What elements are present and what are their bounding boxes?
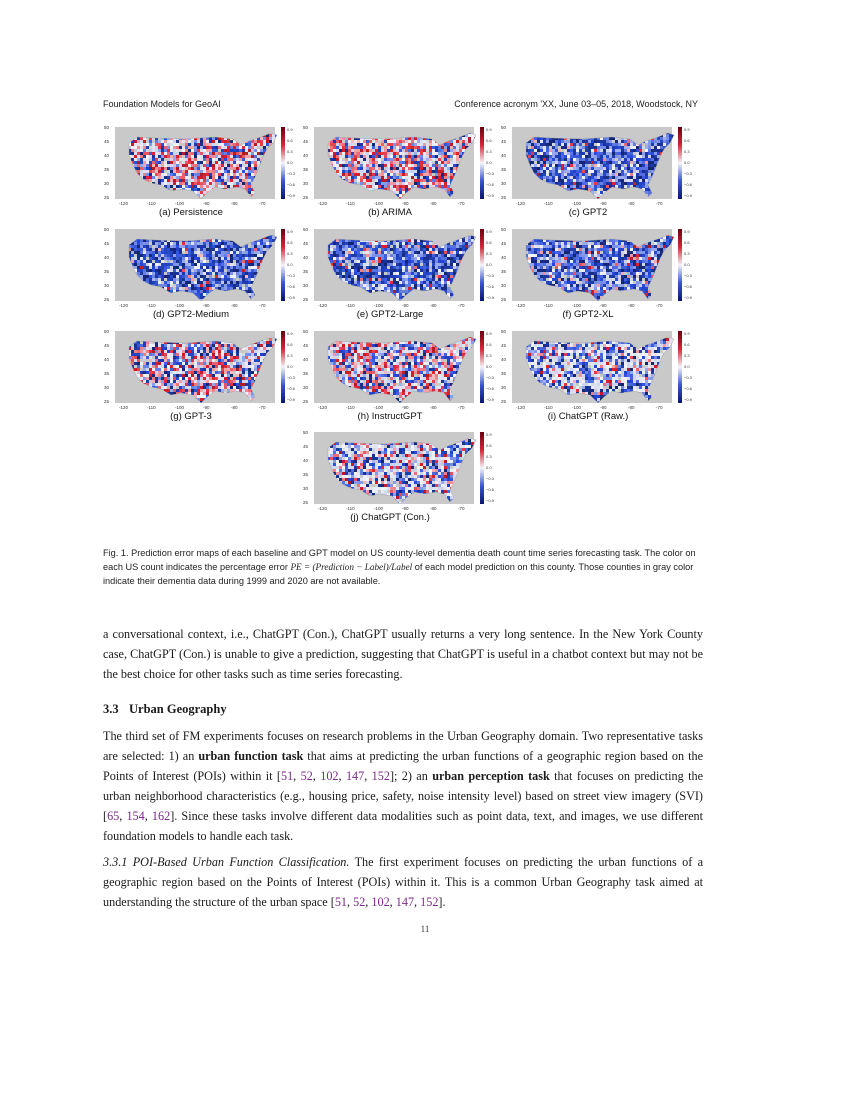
colorbar-tick-label: 0.9 [486,229,492,234]
subfigure-caption: (c) GPT2 [568,207,608,218]
county-error-map [302,327,492,411]
x-tick-label: -110 [147,201,156,206]
y-tick-label: 45 [303,241,309,246]
x-tick-label: -70 [458,303,465,308]
colorbar-tick-label: 0.0 [486,364,492,369]
county-error-map [103,123,293,207]
colorbar-tick-label: 0.6 [287,240,293,245]
x-tick-label: -100 [572,405,582,410]
x-tick-label: -70 [458,201,465,206]
x-tick-label: -80 [628,405,635,410]
x-tick-label: -110 [346,303,355,308]
subfigure-caption: (e) GPT2-Large [356,309,424,320]
county-error-map [103,225,293,309]
y-tick-label: 35 [303,269,309,274]
colorbar-tick-label: −0.3 [486,375,494,380]
x-tick-label: -110 [346,405,355,410]
citation-link[interactable]: 152 [420,895,439,909]
x-tick-label: -70 [259,201,266,206]
x-tick-label: -90 [600,201,607,206]
y-tick-label: 40 [501,357,507,362]
x-tick-label: -90 [402,506,409,511]
x-tick-label: -90 [203,201,210,206]
county-error-map [500,123,690,207]
x-tick-label: -90 [203,405,210,410]
colorbar-tick-label: −0.6 [684,182,692,187]
subfigure-caption: (j) ChatGPT (Con.) [350,512,430,523]
y-tick-label: 45 [501,241,507,246]
x-tick-label: -80 [430,201,437,206]
subfigure-caption: (f) GPT2-XL [562,309,614,320]
y-tick-label: 40 [501,153,507,158]
citation-link[interactable]: 147 [395,895,415,909]
y-tick-label: 30 [303,385,309,390]
colorbar-tick-label: 0.6 [684,342,690,347]
colorbar [480,127,484,199]
colorbar-tick-label: −0.9 [684,397,692,402]
y-tick-label: 25 [104,195,110,200]
county-error-map [302,123,492,207]
subfigure-caption: (h) InstructGPT [357,411,423,422]
x-tick-label: -80 [430,506,437,511]
y-tick-label: 45 [104,343,110,348]
colorbar [678,127,682,199]
section-number: 3.3 [103,702,119,716]
x-tick-label: -110 [544,201,553,206]
colorbar-tick-label: 0.0 [486,262,492,267]
x-tick-label: -90 [600,405,607,410]
subfigure-caption: (d) GPT2-Medium [152,309,229,320]
colorbar-tick-label: 0.3 [486,251,492,256]
y-tick-label: 50 [501,227,507,232]
colorbar-tick-label: 0.3 [684,353,690,358]
colorbar-tick-label: 0.6 [684,240,690,245]
colorbar-tick-label: −0.3 [486,171,494,176]
colorbar-tick-label: 0.9 [287,331,293,336]
colorbar-tick-label: 0.6 [486,138,492,143]
colorbar-tick-label: −0.9 [684,193,692,198]
x-tick-label: -120 [516,201,526,206]
x-tick-label: -70 [259,303,266,308]
map-panel [500,327,690,427]
y-tick-label: 30 [303,283,309,288]
colorbar [480,432,484,504]
x-tick-label: -100 [572,201,582,206]
colorbar-tick-label: −0.3 [486,273,494,278]
colorbar-tick-label: 0.9 [684,331,690,336]
y-tick-label: 40 [104,153,110,158]
y-tick-label: 35 [303,472,309,477]
citation-link[interactable]: 65 [107,809,120,823]
colorbar-tick-label: 0.3 [486,454,492,459]
colorbar-tick-label: −0.6 [287,386,295,391]
subsection-label: 3.3.1 POI-Based Urban Function Classification. [103,855,350,869]
y-tick-label: 30 [104,181,110,186]
x-tick-label: -120 [119,303,129,308]
colorbar-tick-label: −0.3 [486,476,494,481]
x-tick-label: -90 [600,303,607,308]
colorbar-tick-label: −0.6 [684,284,692,289]
y-tick-label: 35 [501,269,507,274]
running-header [103,99,698,113]
y-tick-label: 50 [303,430,309,435]
colorbar-tick-label: 0.9 [486,331,492,336]
y-tick-label: 50 [501,329,507,334]
y-tick-label: 40 [303,458,309,463]
caption-text-1: Fig. 1. Prediction error maps of each baseline and GPT model on US county-level dementia death count time series forecasting task. The color on each US count indicates the percentage error [103,548,696,572]
y-tick-label: 50 [303,227,309,232]
x-tick-label: -80 [628,303,635,308]
y-tick-label: 25 [303,297,309,302]
colorbar-tick-label: 0.9 [287,127,293,132]
colorbar-tick-label: 0.6 [287,138,293,143]
county-error-map [302,428,492,512]
map-panel [302,123,492,223]
y-tick-label: 30 [303,181,309,186]
x-tick-label: -110 [346,201,355,206]
x-tick-label: -80 [231,303,238,308]
y-tick-label: 30 [501,283,507,288]
y-tick-label: 25 [303,399,309,404]
y-tick-label: 35 [303,167,309,172]
colorbar-tick-label: 0.6 [486,443,492,448]
subfigure-caption: (a) Persistence [159,207,223,218]
colorbar-tick-label: 0.3 [684,149,690,154]
colorbar-tick-label: 0.9 [684,229,690,234]
y-tick-label: 25 [303,195,309,200]
x-tick-label: -110 [147,405,156,410]
colorbar-tick-label: 0.3 [287,353,293,358]
y-tick-label: 40 [104,357,110,362]
x-tick-label: -110 [544,303,553,308]
colorbar-tick-label: 0.9 [684,127,690,132]
colorbar-tick-label: 0.3 [486,149,492,154]
colorbar [281,331,285,403]
colorbar-tick-label: −0.9 [486,295,494,300]
citation-link[interactable]: 147 [345,769,365,783]
x-tick-label: -100 [572,303,582,308]
header-left: Foundation Models for GeoAI [103,99,221,109]
x-tick-label: -70 [458,506,465,511]
y-tick-label: 45 [104,139,110,144]
colorbar-tick-label: −0.3 [684,171,692,176]
colorbar-tick-label: 0.9 [486,127,492,132]
x-tick-label: -120 [516,405,526,410]
county-error-map [103,327,293,411]
y-tick-label: 35 [303,371,309,376]
y-tick-label: 50 [104,329,110,334]
x-tick-label: -120 [318,201,328,206]
colorbar-tick-label: −0.9 [684,295,692,300]
x-tick-label: -90 [402,201,409,206]
colorbar-tick-label: 0.0 [287,262,293,267]
y-tick-label: 30 [303,486,309,491]
x-tick-label: -120 [318,405,328,410]
x-tick-label: -70 [458,405,465,410]
citation-link[interactable]: 102 [371,895,390,909]
county-error-map [500,327,690,411]
y-tick-label: 35 [104,269,110,274]
colorbar-tick-label: −0.6 [684,386,692,391]
x-tick-label: -100 [175,405,185,410]
x-tick-label: -110 [147,303,156,308]
header-right: Conference acronym 'XX, June 03–05, 2018, Woodstock, NY [454,99,698,109]
map-panel [302,428,492,528]
y-tick-label: 30 [104,283,110,288]
p2-text: The third set of FM experiments focuses on research problems in the Urban Geography domain. Two representative tasks are selected: 1) an [103,729,703,763]
paragraph-2: The third set of FM experiments focuses on research problems in the Urban Geography domain. Two representative tasks are selected: 1) an urban function task that aims at predicting the urban functions of a geographic region based on the Points of Interest (POIs) within it [51, 52, 102, 147, 152]; 2) an urban perception task that focuses on predicting the urban neighborhood characteristics (e.g., housing price, safety, noise intensity level) based on street view imagery (SVI) [65, 154, 162]. Since these tasks involve different data modalities such as point data, text, and images, we use different foundation models to handle each task. [103,729,704,843]
p2-text: that aims at predicting the urban functions of a geographic region based on the Points of Interest (POIs) within it [ [103,749,703,783]
caption-text-2: of each model prediction on this county. Those counties in gray color indicate their dementia data during 1999 and 2020 are not available. [103,562,694,586]
colorbar-tick-label: 0.9 [486,432,492,437]
colorbar-tick-label: −0.9 [486,193,494,198]
map-panel [500,225,690,325]
colorbar-tick-label: −0.3 [287,171,295,176]
y-tick-label: 50 [104,227,110,232]
county-error-map [500,225,690,309]
caption-formula: PE = (Prediction − Label)/Label [290,562,413,572]
colorbar-tick-label: 0.6 [684,138,690,143]
colorbar-tick-label: 0.6 [287,342,293,347]
colorbar-tick-label: 0.0 [287,160,293,165]
x-tick-label: -80 [430,405,437,410]
citation-link[interactable]: 102 [320,769,339,783]
y-tick-label: 40 [501,255,507,260]
county-error-map [302,225,492,309]
x-tick-label: -70 [656,303,663,308]
p3-text: ]. [438,895,446,909]
page-number: 11 [420,924,430,934]
colorbar-tick-label: −0.3 [287,273,295,278]
y-tick-label: 50 [303,329,309,334]
y-tick-label: 50 [303,125,309,130]
map-panel [103,327,293,427]
x-tick-label: -110 [346,506,355,511]
y-tick-label: 30 [501,385,507,390]
x-tick-label: -110 [544,405,553,410]
p2-text: ]. Since these tasks involve different data modalities such as point data, text, and images, we use different foundation models to handle each task. [103,809,704,843]
colorbar-tick-label: −0.6 [486,284,494,289]
map-panel [103,225,293,325]
colorbar-tick-label: −0.9 [486,397,494,402]
y-tick-label: 45 [303,444,309,449]
subfigure-caption: (b) ARIMA [368,207,412,218]
y-tick-label: 45 [501,139,507,144]
p2-bold-urban-perception: urban perception task [432,769,550,783]
y-tick-label: 35 [501,167,507,172]
x-tick-label: -100 [175,303,185,308]
section-heading [103,702,227,717]
x-tick-label: -120 [318,303,328,308]
y-tick-label: 40 [104,255,110,260]
p3-text: The first experiment focuses on predicting the urban functions of a geographic region based on the Points of Interest (POIs) within it. This is a common Urban Geography task aimed at understanding the structure of the urban space [ [103,855,703,909]
subfigure-caption: (g) GPT-3 [170,411,212,422]
colorbar-tick-label: −0.3 [287,375,295,380]
p2-bold-urban-function: urban function task [198,749,304,763]
colorbar-tick-label: 0.0 [684,160,690,165]
x-tick-label: -70 [259,405,266,410]
y-tick-label: 35 [104,371,110,376]
colorbar-tick-label: −0.6 [287,284,295,289]
x-tick-label: -100 [374,201,384,206]
colorbar-tick-label: −0.9 [287,397,295,402]
colorbar-tick-label: 0.9 [287,229,293,234]
map-panel [103,123,293,223]
colorbar [480,229,484,301]
section-title: Urban Geography [129,702,227,716]
y-tick-label: 45 [303,343,309,348]
colorbar-tick-label: 0.0 [486,465,492,470]
map-panel [302,327,492,427]
y-tick-label: 50 [104,125,110,130]
y-tick-label: 25 [501,297,507,302]
y-tick-label: 35 [104,167,110,172]
x-tick-label: -80 [628,201,635,206]
colorbar [281,229,285,301]
y-tick-label: 30 [104,385,110,390]
colorbar-tick-label: −0.6 [287,182,295,187]
y-tick-label: 50 [501,125,507,130]
y-tick-label: 40 [303,357,309,362]
colorbar-tick-label: 0.6 [486,240,492,245]
x-tick-label: -100 [374,303,384,308]
citation-link[interactable]: 51 [280,769,294,783]
colorbar-tick-label: 0.3 [684,251,690,256]
y-tick-label: 25 [104,399,110,404]
y-tick-label: 40 [303,153,309,158]
y-tick-label: 45 [501,343,507,348]
colorbar-tick-label: −0.6 [486,386,494,391]
y-tick-label: 25 [303,500,309,505]
x-tick-label: -80 [430,303,437,308]
colorbar [480,331,484,403]
x-tick-label: -90 [402,405,409,410]
colorbar-tick-label: 0.6 [486,342,492,347]
y-tick-label: 25 [501,399,507,404]
colorbar-tick-label: 0.3 [486,353,492,358]
y-tick-label: 35 [501,371,507,376]
x-tick-label: -120 [119,405,129,410]
paragraph-3: 3.3.1 POI-Based Urban Function Classification. The first experiment focuses on predicting the urban functions of a geographic region based on the Points of Interest (POIs) within it. This is a common Urban Geography task aimed at understanding the structure of the urban space [51, 52, 102, 147, 152]. [103,855,703,909]
colorbar-tick-label: 0.0 [486,160,492,165]
y-tick-label: 45 [104,241,110,246]
x-tick-label: -100 [374,405,384,410]
x-tick-label: -70 [656,201,663,206]
y-tick-label: 30 [501,181,507,186]
colorbar [678,331,682,403]
colorbar-tick-label: 0.0 [684,364,690,369]
colorbar-tick-label: 0.3 [287,149,293,154]
figure-caption [103,546,703,588]
map-panel [500,123,690,223]
colorbar-tick-label: 0.0 [684,262,690,267]
x-tick-label: -70 [656,405,663,410]
colorbar-tick-label: −0.3 [684,375,692,380]
p2-text: that focuses on predicting the urban neighborhood characteristics (e.g., housing price, safety, noise intensity level) based on street view imagery (SVI) [ [103,769,704,823]
colorbar [678,229,682,301]
colorbar-tick-label: −0.3 [684,273,692,278]
x-tick-label: -120 [516,303,526,308]
colorbar [281,127,285,199]
subfigure-caption: (i) ChatGPT (Raw.) [547,411,629,422]
colorbar-tick-label: 0.3 [287,251,293,256]
map-panel [302,225,492,325]
colorbar-tick-label: −0.9 [486,498,494,503]
citation-link[interactable]: 51 [334,895,348,909]
x-tick-label: -120 [119,201,129,206]
colorbar-tick-label: −0.6 [486,487,494,492]
citation-link[interactable]: 52 [353,895,366,909]
y-tick-label: 25 [501,195,507,200]
y-tick-label: 25 [104,297,110,302]
citation-link[interactable]: 154 [126,809,145,823]
x-tick-label: -90 [402,303,409,308]
x-tick-label: -90 [203,303,210,308]
x-tick-label: -100 [175,201,185,206]
x-tick-label: -120 [318,506,328,511]
x-tick-label: -80 [231,201,238,206]
colorbar-tick-label: 0.0 [287,364,293,369]
x-tick-label: -100 [374,506,384,511]
colorbar-tick-label: −0.9 [287,295,295,300]
p2-text: ]; 2) an [389,769,433,783]
colorbar-tick-label: −0.9 [287,193,295,198]
colorbar-tick-label: −0.6 [486,182,494,187]
citation-link[interactable]: 162 [151,809,171,823]
citation-link[interactable]: 152 [371,769,390,783]
citation-link[interactable]: 52 [300,769,313,783]
y-tick-label: 40 [303,255,309,260]
paragraph-1: a conversational context, i.e., ChatGPT (Con.), ChatGPT usually returns a very long sentence. In the New York County case, ChatGPT (Con.) is unable to give a prediction, suggesting that ChatGPT is useful in a chatbot context but may not be the best choice for other tasks such as time series forecasting. [103,627,703,681]
y-tick-label: 45 [303,139,309,144]
x-tick-label: -80 [231,405,238,410]
